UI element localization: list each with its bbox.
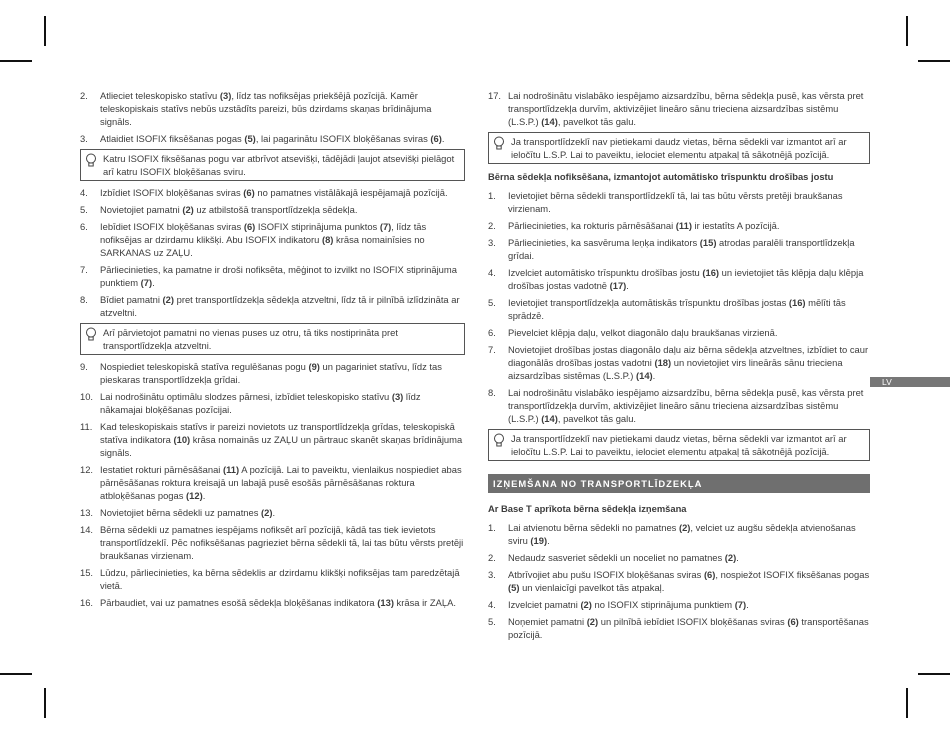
section-title-bar: IZŅEMŠANA NO TRANSPORTLĪDZEKĻA xyxy=(488,474,870,493)
step-list-e xyxy=(488,189,870,425)
item-text: Izvelciet automātisko trīspunktu drošības jostu (16) un ievietojiet tās klēpja daļu klēpja drošības jostas vadotnē (17). xyxy=(508,267,864,291)
list-item xyxy=(80,220,465,259)
crop-mark xyxy=(0,673,32,675)
left-column xyxy=(80,89,465,613)
list-item xyxy=(80,132,465,145)
list-item xyxy=(80,506,465,519)
item-text: Lai nodrošinātu vislabāko iespējamo aizsardzību, bērna sēdekļa pusē, kas vērsta pret transportlīdzekļa durvīm, aktivizējiet lineāro sānu trieciena aizsardzības sistēmu (L.S.P.) (14), pavelkot tās galu. xyxy=(508,90,864,127)
item-number: 2. xyxy=(488,552,496,563)
item-number: 11. xyxy=(80,421,93,432)
note-text: Ja transportlīdzeklī nav pietiekami daudz vietas, bērna sēdekli var izmantot arī ar ieločītu L.S.P. Lai to paveiktu, ielociet elementu atpakaļ tā sākotnējā pozīcijā. xyxy=(511,433,847,457)
item-text: Ievietojiet transportlīdzekļa automātiskās trīspunktu drošības jostas (16) mēlīti tās sprādzē. xyxy=(508,297,846,321)
item-text: Kad teleskopiskais statīvs ir pareizi novietots uz transportlīdzekļa grīdas, teleskopiskā statīva indikatora (10) krāsa nomainās uz ZAĻU un pārtrauc skanēt skaņas brīdinājuma signāls. xyxy=(100,421,463,458)
item-number: 2. xyxy=(80,90,88,101)
crop-mark xyxy=(906,688,908,718)
step-list-d xyxy=(488,89,870,128)
item-text: Pārbaudiet, vai uz pamatnes esošā sēdekļa bloķēšanas indikatora (13) krāsa ir ZAĻA. xyxy=(100,597,456,608)
note-text: Katru ISOFIX fiksēšanas pogu var atbrīvot atsevišķi, tādējādi ļaujot atsevišķi pielāgot arī katru ISOFIX bloķēšanas sviru. xyxy=(103,153,455,177)
info-note xyxy=(80,323,465,355)
item-number: 1. xyxy=(488,522,496,533)
list-item xyxy=(488,598,870,611)
item-number: 3. xyxy=(488,237,496,248)
item-text: Izvelciet pamatni (2) no ISOFIX stiprinājuma punktiem (7). xyxy=(508,599,749,610)
lightbulb-icon xyxy=(85,327,97,342)
item-number: 3. xyxy=(488,569,496,580)
list-item xyxy=(488,386,870,425)
item-number: 13. xyxy=(80,507,94,518)
item-text: Iestatiet rokturi pārnēsāšanai (11) A pozīcijā. Lai to paveiktu, vienlaikus nospiediet abas pārnēsāšanas roktura kreisajā un labajā pusē esošās pārnēsāšanas roktura atbloķēšanas pogas (12). xyxy=(100,464,462,501)
item-text: Lai atvienotu bērna sēdekli no pamatnes (2), velciet uz augšu sēdekļa atvienošanas sviru (19). xyxy=(508,522,856,546)
item-text: Pārliecinieties, ka sasvēruma leņķa indikators (15) atrodas paralēli transportlīdzekļa grīdai. xyxy=(508,237,855,261)
item-number: 17. xyxy=(488,90,502,101)
crop-mark xyxy=(918,673,950,675)
list-item xyxy=(488,343,870,382)
item-text: Pievelciet klēpja daļu, velkot diagonālo daļu braukšanas virzienā. xyxy=(508,327,778,338)
item-number: 9. xyxy=(80,361,88,372)
item-number: 6. xyxy=(488,327,496,338)
list-item xyxy=(488,219,870,232)
item-number: 12. xyxy=(80,464,94,475)
item-text: Iebīdiet ISOFIX bloķēšanas sviras (6) ISOFIX stiprinājuma punktos (7), līdz tās nofiksējas ar dzirdamu klikšķi. Abu ISOFIX indikatoru (8) krāsa nomainīsies no SARKANAS uz ZAĻU. xyxy=(100,221,427,258)
subsection-heading: Bērna sēdekļa nofiksēšana, izmantojot automātisko trīspunktu drošības jostu xyxy=(488,171,834,182)
item-number: 1. xyxy=(488,190,496,201)
subsection-heading: Ar Base T aprīkota bērna sēdekļa izņemšana xyxy=(488,503,687,514)
list-item xyxy=(488,296,870,322)
list-item xyxy=(80,463,465,502)
list-item xyxy=(488,615,870,641)
list-item xyxy=(80,263,465,289)
info-note xyxy=(80,149,465,181)
list-item xyxy=(488,189,870,215)
list-item xyxy=(80,203,465,216)
item-text: Pārliecinieties, ka pamatne ir droši nofiksēta, mēģinot to izvilkt no ISOFIX stiprinājuma punktiem (7). xyxy=(100,264,457,288)
step-list-a xyxy=(80,89,465,145)
lightbulb-icon xyxy=(493,136,505,151)
item-number: 15. xyxy=(80,567,94,578)
item-number: 10. xyxy=(80,391,94,402)
item-text: Atbrīvojiet abu pušu ISOFIX bloķēšanas sviras (6), nospiežot ISOFIX fiksēšanas pogas (5) un vienlaicīgi pavelkot tās atpakaļ. xyxy=(508,569,870,593)
item-text: Lai nodrošinātu vislabāko iespējamo aizsardzību, bērna sēdekļa pusē, kas vērsta pret transportlīdzekļa durvīm, aktivizējiet lineāro sānu trieciena aizsardzības sistēmu (L.S.P.) (14), pavelkot tās galu. xyxy=(508,387,864,424)
item-text: Izbīdiet ISOFIX bloķēšanas sviras (6) no pamatnes vistālākajā iespējamajā pozīcijā. xyxy=(100,187,448,198)
list-item xyxy=(80,390,465,416)
note-text: Arī pārvietojot pamatni no vienas puses uz otru, tā tiks nostiprināta pret transportlīdzekļa atzveltni. xyxy=(103,327,398,351)
item-text: Lai nodrošinātu optimālu slodzes pārnesi, izbīdiet teleskopisko statīvu (3) līdz nākamajai bloķēšanas pozīcijai. xyxy=(100,391,421,415)
item-text: Nedaudz sasveriet sēdekli un noceliet no pamatnes (2). xyxy=(508,552,739,563)
item-text: Noņemiet pamatni (2) un pilnībā iebīdiet ISOFIX bloķēšanas sviras (6) transportēšanas pozīcijā. xyxy=(508,616,869,640)
crop-mark xyxy=(44,688,46,718)
list-item xyxy=(488,89,870,128)
item-text: Pārliecinieties, ka rokturis pārnēsāšanai (11) ir iestatīts A pozīcijā. xyxy=(508,220,780,231)
item-number: 4. xyxy=(80,187,88,198)
crop-mark xyxy=(44,16,46,46)
list-item xyxy=(80,566,465,592)
language-tab: LV xyxy=(870,377,950,387)
list-item xyxy=(80,596,465,609)
list-item xyxy=(80,293,465,319)
right-column xyxy=(488,89,870,645)
list-item xyxy=(80,420,465,459)
item-number: 2. xyxy=(488,220,496,231)
item-number: 4. xyxy=(488,599,496,610)
lightbulb-icon xyxy=(493,433,505,448)
step-list-c xyxy=(80,360,465,609)
item-number: 7. xyxy=(488,344,496,355)
item-number: 7. xyxy=(80,264,88,275)
list-item xyxy=(488,521,870,547)
item-text: Novietojiet drošības jostas diagonālo daļu aiz bērna sēdekļa atzveltnes, izbīdiet to caur diagonālās drošības jostas vadotni (18) un novietojiet virs lineārās sānu trieciena aizsardzības sistēmas (L.S.P.) (14). xyxy=(508,344,869,381)
info-note xyxy=(488,429,870,461)
list-item xyxy=(488,551,870,564)
crop-mark xyxy=(918,60,950,62)
item-number: 5. xyxy=(488,297,496,308)
item-text: Atlaidiet ISOFIX fiksēšanas pogas (5), lai pagarinātu ISOFIX bloķēšanas sviras (6). xyxy=(100,133,445,144)
item-text: Atlieciet teleskopisko statīvu (3), līdz tas nofiksējas priekšējā pozīcijā. Kamēr teleskopiskais statīvs nebūs uzstādīts pareizi, būs dzirdams skaņas brīdinājuma signāls. xyxy=(100,90,432,127)
note-text: Ja transportlīdzeklī nav pietiekami daudz vietas, bērna sēdekli var izmantot arī ar ieločītu L.S.P. Lai to paveiktu, ielociet elementu atpakaļ tā sākotnējā pozīcijā. xyxy=(511,136,847,160)
item-number: 6. xyxy=(80,221,88,232)
item-text: Bīdiet pamatni (2) pret transportlīdzekļa sēdekļa atzveltni, līdz tā ir pilnībā izlīdzināta ar atzveltni. xyxy=(100,294,460,318)
item-text: Novietojiet bērna sēdekli uz pamatnes (2). xyxy=(100,507,276,518)
list-item xyxy=(80,523,465,562)
list-item xyxy=(80,360,465,386)
item-number: 8. xyxy=(80,294,88,305)
list-item xyxy=(488,326,870,339)
crop-mark xyxy=(906,16,908,46)
item-number: 14. xyxy=(80,524,94,535)
item-text: Ievietojiet bērna sēdekli transportlīdzeklī tā, lai tas būtu vērsts pretēji braukšanas virzienam. xyxy=(508,190,843,214)
list-item xyxy=(488,568,870,594)
list-item xyxy=(80,186,465,199)
list-item xyxy=(80,89,465,128)
list-item xyxy=(488,266,870,292)
item-text: Bērna sēdekli uz pamatnes iespējams nofiksēt arī pozīcijā, kādā tas tiek ievietots transportlīdzeklī. Pēc nofiksēšanas pagrieziet bērna sēdekli tā, lai tas būtu vērsts pretēji braukšanas virzienam. xyxy=(100,524,464,561)
item-text: Lūdzu, pārliecinieties, ka bērna sēdeklis ar dzirdamu klikšķi nofiksējas tam paredzētajā vietā. xyxy=(100,567,460,591)
item-number: 5. xyxy=(488,616,496,627)
item-number: 16. xyxy=(80,597,94,608)
item-number: 5. xyxy=(80,204,88,215)
item-number: 8. xyxy=(488,387,496,398)
list-item xyxy=(488,236,870,262)
item-text: Novietojiet pamatni (2) uz atbilstošā transportlīdzekļa sēdekļa. xyxy=(100,204,358,215)
step-list-b xyxy=(80,186,465,319)
step-list-f xyxy=(488,521,870,641)
item-text: Nospiediet teleskopiskā statīva regulēšanas pogu (9) un pagariniet statīvu, līdz tas pieskaras transportlīdzekļa grīdai. xyxy=(100,361,442,385)
lightbulb-icon xyxy=(85,153,97,168)
crop-mark xyxy=(0,60,32,62)
item-number: 4. xyxy=(488,267,496,278)
item-number: 3. xyxy=(80,133,88,144)
info-note xyxy=(488,132,870,164)
